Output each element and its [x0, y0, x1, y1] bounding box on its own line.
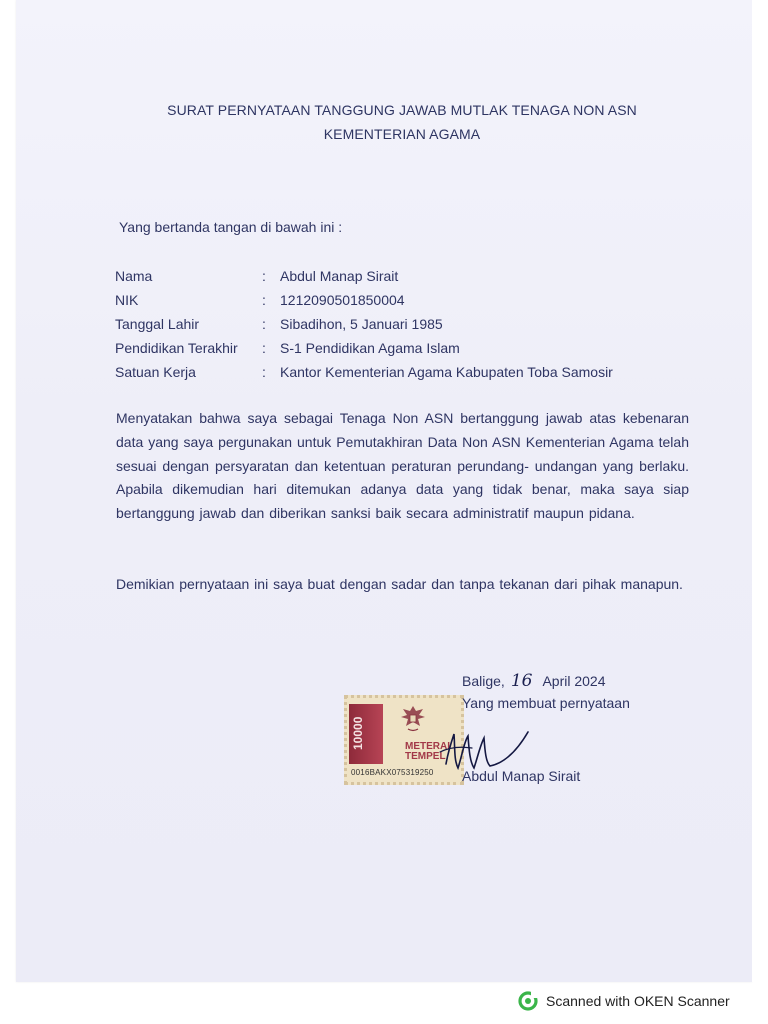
- stamp-serial: 0016BAKX075319250: [351, 768, 434, 777]
- handwritten-day: 16: [510, 671, 533, 691]
- place-date-line: [462, 671, 606, 691]
- identity-value: Abdul Manap Sirait: [280, 268, 399, 284]
- signer-name: Abdul Manap Sirait: [462, 768, 581, 784]
- garuda-icon: [399, 704, 427, 734]
- identity-value: Sibadihon, 5 Januari 1985: [280, 316, 443, 332]
- statement-paragraph: Menyatakan bahwa saya sebagai Tenaga Non ASN bertanggung jawab atas kebenaran data yang saya pergunakan untuk Pemutakhiran Data Non ASN Kementerian Agama telah sesuai dengan persyaratan dan ketentuan peraturan perundang- undangan yang berlaku. Apabila dikemudian hari ditemukan adanya data yang tidak benar, maka saya siap bertanggung jawab dan diberikan sanksi baik secara administratif maupun pidana.: [116, 410, 689, 522]
- identity-colon: :: [262, 292, 266, 308]
- document-title-line1: SURAT PERNYATAAN TANGGUNG JAWAB MUTLAK TENAGA NON ASN: [167, 102, 637, 118]
- stamp-label-line1: METERAI: [405, 741, 450, 752]
- document-title-line2: KEMENTERIAN AGAMA: [323, 126, 481, 142]
- signer-role: Yang membuat pernyataan: [462, 695, 630, 711]
- identity-colon: :: [262, 364, 266, 380]
- closing-paragraph: Demikian pernyataan ini saya buat dengan sadar dan tanpa tekanan dari pihak manapun.: [116, 576, 683, 592]
- month-year: April 2024: [542, 673, 606, 689]
- identity-label: NIK: [115, 292, 139, 308]
- identity-colon: :: [262, 340, 266, 356]
- identity-colon: :: [262, 268, 266, 284]
- oken-scanner-icon: [518, 991, 538, 1011]
- page-edge: [752, 0, 768, 982]
- place: Balige,: [462, 673, 505, 689]
- identity-value: S-1 Pendidikan Agama Islam: [280, 340, 460, 356]
- identity-colon: :: [262, 316, 266, 332]
- scanner-watermark: [518, 990, 730, 1012]
- stamp-value-text: 10000: [351, 716, 365, 750]
- identity-label: Tanggal Lahir: [115, 316, 200, 332]
- stamp-label-line2: TEMPEL: [405, 751, 446, 762]
- identity-label: Nama: [115, 268, 153, 284]
- intro-text: Yang bertanda tangan di bawah ini :: [119, 219, 343, 235]
- scanner-watermark-text: Scanned with OKEN Scanner: [546, 993, 730, 1009]
- identity-value: 1212090501850004: [280, 292, 405, 308]
- identity-value: Kantor Kementerian Agama Kabupaten Toba Samosir: [280, 364, 613, 380]
- identity-label: Pendidikan Terakhir: [115, 340, 238, 356]
- identity-label: Satuan Kerja: [115, 364, 196, 380]
